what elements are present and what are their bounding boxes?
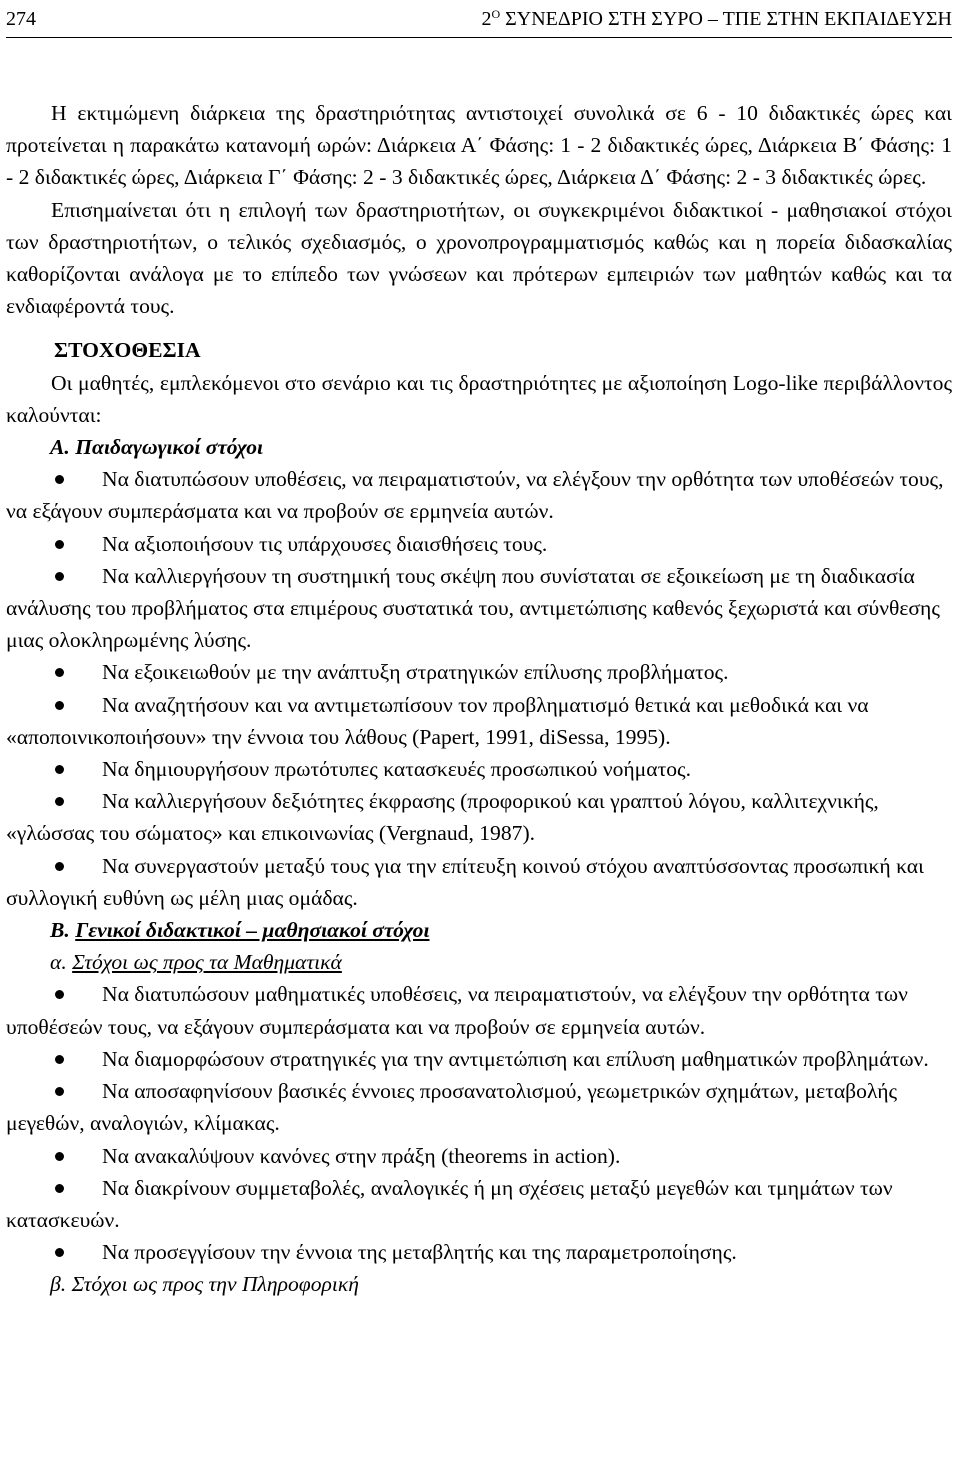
bullet-icon [55, 1184, 64, 1193]
subheading-b-beta: β. Στόχοι ως προς την Πληροφορική [50, 1272, 359, 1297]
running-title: $2^O$ ΣΥΝΕΔΡΙΟ ΣΤΗ ΣΥΡΟ – ΤΠΕ ΣΤΗΝ ΕΚΠΑΙΔΕΥΣΗ [481, 7, 952, 30]
intro-paragraph-note: Επισημαίνεται ότι η επιλογή των δραστηριοτήτων, οι συγκεκριμένοι διδακτικοί - μαθησιακοί στόχοι των δραστηριοτήτων, ο τελικός σχεδιασμός, ο χρονοπρογραμματισμός καθώς και η πορεία διδασκαλίας καθορίζονται ανάλογα με το επίπεδο των γνώσεων και πρότερων εμπειριών των μαθητών καθώς και τα ενδιαφέροντά τους. [6, 197, 952, 319]
bullet-icon [55, 1248, 64, 1257]
page-header [6, 4, 952, 34]
bullet-icon [55, 701, 64, 710]
bullet-icon [55, 797, 64, 806]
bullet-icon [55, 1152, 64, 1161]
subheading-b-alpha: α. Στόχοι ως προς τα Μαθηματικά [50, 950, 342, 975]
bullet-icon [55, 765, 64, 774]
list-item: Να προσεγγίσουν την έννοια της μεταβλητής και της παραμετροποίησης. [6, 1236, 952, 1268]
list-item: Να καλλιεργήσουν τη συστημική τους σκέψη που συνίσταται σε εξοικείωση με τη διαδικασία ανάλυσης του προβλήματος στα επιμέρους συστατικά του, αντιμετώπισης καθενός ξεχωριστά και σύνθεσης μιας ολοκληρωμένης λύσης. [6, 563, 940, 653]
list-item: Να ανακαλύψουν κανόνες στην πράξη (theorems in action). [6, 1140, 952, 1172]
subheading-a: Α. Παιδαγωγικοί στόχοι [50, 435, 263, 460]
list-item: Να διαμορφώσουν στρατηγικές για την αντιμετώπιση και επίλυση μαθηματικών προβλημάτων. [6, 1043, 952, 1075]
subheading-b: Β. Γενικοί διδακτικοί – μαθησιακοί στόχοι [50, 918, 430, 943]
bullet-icon [55, 862, 64, 871]
list-item: Να διακρίνουν συμμεταβολές, αναλογικές ή μη σχέσεις μεταξύ μεγεθών και τμημάτων των κατασκευών. [6, 1175, 893, 1232]
list-item: Να εξοικειωθούν με την ανάπτυξη στρατηγικών επίλυσης προβλήματος. [6, 656, 952, 688]
list-item: Να διατυπώσουν υποθέσεις, να πειραματιστούν, να ελέγξουν την ορθότητα των υποθέσεών τους, να εξάγουν συμπεράσματα και να προβούν σε ερμηνεία αυτών. [6, 467, 944, 524]
page-body [6, 97, 952, 1301]
list-item: Να συνεργαστούν μεταξύ τους για την επίτευξη κοινού στόχου αναπτύσσοντας προσωπική και συλλογική ευθύνη ως μέλη μιας ομάδας. [6, 853, 924, 910]
list-item: Να καλλιεργήσουν δεξιότητες έκφρασης (προφορικού και γραπτού λόγου, καλλιτεχνικής, «γλώσσας του σώματος» και επικοινωνίας (Vergnaud, 1987). [6, 789, 879, 846]
bullet-icon [55, 990, 64, 999]
bullet-icon [55, 540, 64, 549]
bullet-icon [55, 572, 64, 581]
section-lead: Οι μαθητές, εμπλεκόμενοι στο σενάριο και τις δραστηριότητες με αξιοποίηση Logo-like περιβάλλοντος καλούνται: [6, 370, 952, 427]
list-b-alpha [6, 978, 952, 1268]
bullet-icon [55, 1087, 64, 1096]
bullet-icon [55, 1055, 64, 1064]
page-number: 274 [6, 8, 36, 30]
list-item: Να αναζητήσουν και να αντιμετωπίσουν τον προβληματισμό θετικά και μεθοδικά και να «αποποινικοποιήσουν» την έννοια του λάθους (Papert, 1991, diSessa, 1995). [6, 692, 869, 749]
list-item: Να αξιοποιήσουν τις υπάρχουσες διαισθήσεις τους. [6, 528, 952, 560]
list-a [6, 463, 952, 914]
list-item: Να δημιουργήσουν πρωτότυπες κατασκευές προσωπικού νοήματος. [6, 753, 952, 785]
bullet-icon [55, 668, 64, 677]
intro-paragraph-duration: Η εκτιμώμενη διάρκεια της δραστηριότητας αντιστοιχεί συνολικά σε 6 - 10 διδακτικές ώρες και προτείνεται η παρακάτω κατανομή ωρών: Διάρκεια Α΄ Φάσης: 1 - 2 διδακτικές ώρες, Διάρκεια Β΄ Φάσης: 1 - 2 διδακτικές ώρες, Διάρκεια Γ΄ Φάσης: 2 - 3 διδακτικές ώρες, Διάρκεια Δ΄ Φάσης: 2 - 3 διδακτικές ώρες. [6, 101, 952, 190]
bullet-icon [55, 475, 64, 484]
section-title: ΣΤΟΧΟΘΕΣΙΑ [54, 338, 201, 363]
list-item: Να αποσαφηνίσουν βασικές έννοιες προσανατολισμού, γεωμετρικών σχημάτων, μεταβολής μεγεθών, αναλογιών, κλίμακας. [6, 1079, 898, 1136]
header-rule [6, 37, 952, 38]
list-item: Να διατυπώσουν μαθηματικές υποθέσεις, να πειραματιστούν, να ελέγξουν την ορθότητα των υποθέσεών τους, να εξάγουν συμπεράσματα και να προβούν σε ερμηνεία αυτών. [6, 982, 908, 1039]
